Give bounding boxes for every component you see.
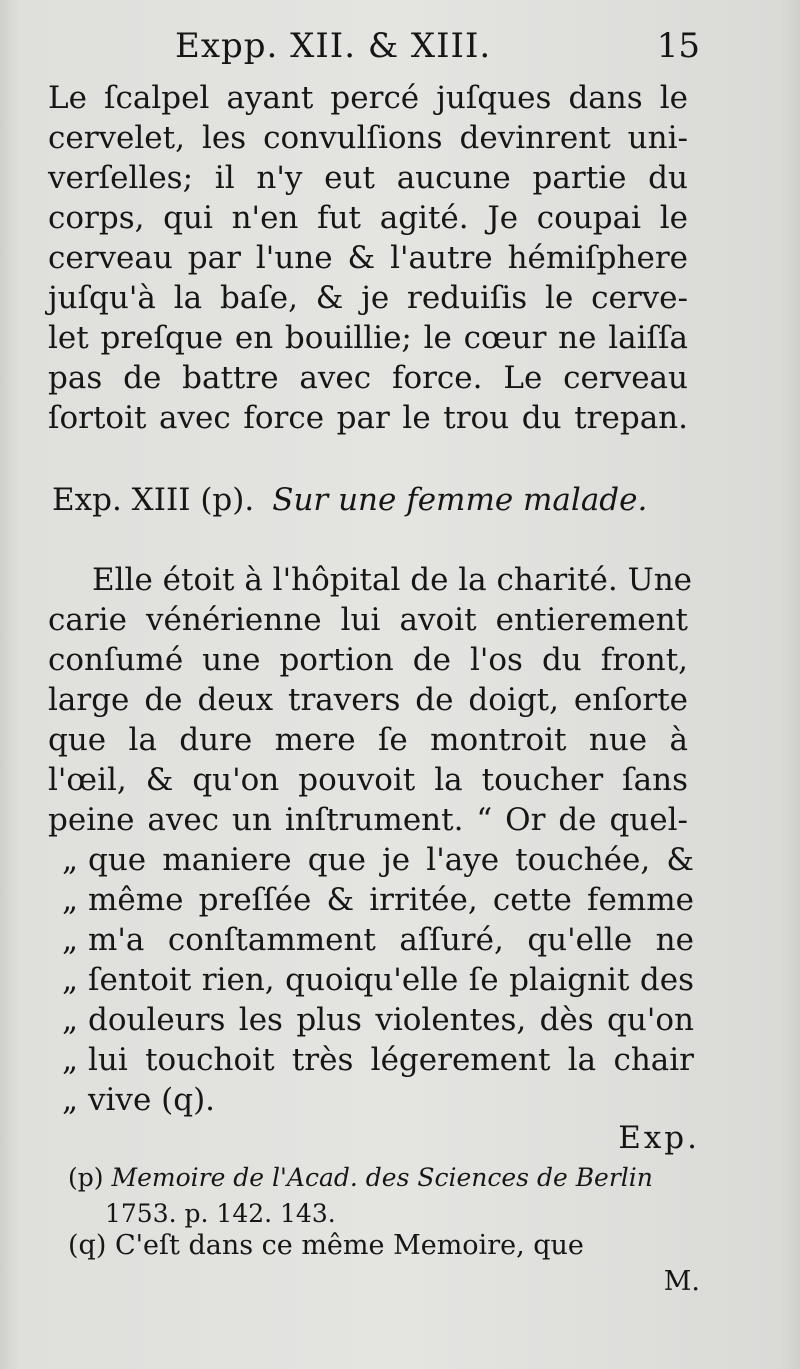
footnote-p [68,1160,700,1196]
running-head: Expp. XII. & XIII. [175,26,492,66]
text-line: cerveau par l'une & l'autre hémiſphere [48,240,688,276]
text-line: que la dure mere ſe montroit nue à [48,722,688,758]
page-number: 15 [656,26,700,66]
text-line: l'œil, & qu'on pouvoit la toucher ſans [48,762,688,798]
text-line: Elle étoit à l'hôpital de la charité. Une [92,562,693,598]
quote-line-text: que maniere que je l'aye touchée, & [88,842,694,878]
quote-line-text: vive (q). [88,1082,216,1118]
quote-line [62,1000,694,1040]
page-header [175,22,700,72]
footnote-text: Memoire de l'Acad. des Sciences de Berlin [111,1163,653,1192]
footnote-marker: (q) [68,1230,107,1261]
section-heading-label: Exp. XIII (p). [52,482,255,518]
text-line: corps, qui n'en fut agité. Je coupai le [48,200,688,236]
quote-line-text: m'a conſtamment aſſuré, qu'elle ne [88,922,694,958]
text-line: pas de battre avec force. Le cerveau [48,360,688,396]
quote-line-text: même preſſée & irritée, cette femme [88,882,694,918]
footnote-q-continued: M. [663,1266,700,1297]
text-line: let preſque en bouillie; le cœur ne laiſſa [48,320,688,356]
quote-line [62,1040,694,1080]
text-line: verſelles; il n'y eut aucune partie du [48,160,688,196]
quote-mark: „ [62,922,79,958]
quote-line-text: douleurs les plus violentes, dès qu'on [88,1002,694,1038]
section-heading [52,478,692,522]
quote-line [62,920,694,960]
footnote-text: C'eſt dans ce même Memoire, que [114,1230,584,1261]
text-line: cervelet, les convulſions devinrent uni- [48,120,688,156]
quote-line [62,880,694,920]
text-line: ſortoit avec force par le trou du trepan. [48,400,688,436]
quote-line-text: lui touchoit très légerement la chair [88,1042,694,1078]
footnote-marker: (p) [68,1163,104,1192]
quote-line-text: ſentoit rien, quoiqu'elle ſe plaignit des [88,962,694,998]
section-heading-title: Sur une femme malade. [272,482,648,518]
text-line: conſumé une portion de l'os du front, [48,642,688,678]
quote-mark: „ [62,842,79,878]
text-line: large de deux travers de doigt, enſorte [48,682,688,718]
quote-mark: „ [62,882,79,918]
quote-line [62,1080,694,1120]
catchword: Exp. [618,1120,700,1156]
footnote-q [68,1228,700,1264]
quote-mark: „ [62,1082,79,1118]
quote-line [62,960,694,1000]
quote-mark: „ [62,962,79,998]
text-line: juſqu'à la baſe, & je reduiſis le cerve- [48,280,688,316]
text-line: peine avec un inſtrument. “ Or de quel- [48,802,688,838]
quote-mark: „ [62,1042,79,1078]
text-line: carie vénérienne lui avoit entierement [48,602,688,638]
text-line: Le ſcalpel ayant percé juſques dans le [48,80,688,116]
quote-mark: „ [62,1002,79,1038]
quote-line [62,840,694,880]
footnote-p-citation: 1753. p. 142. 143. [105,1199,336,1228]
